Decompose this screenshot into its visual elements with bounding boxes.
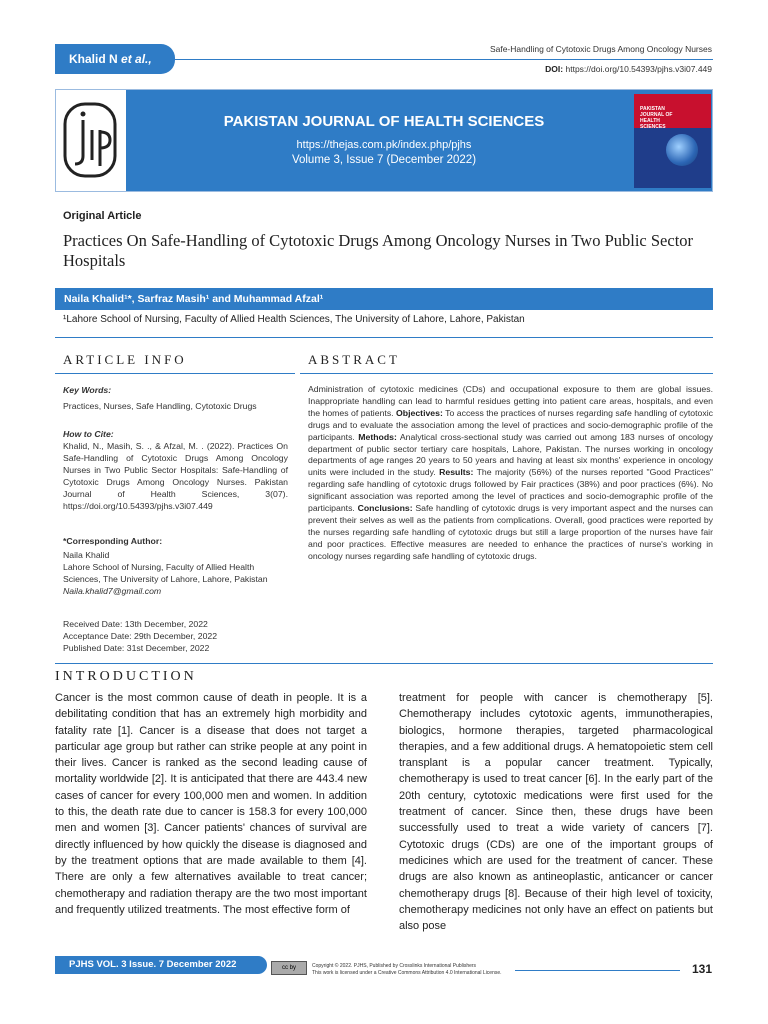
- received-date: Received Date: 13th December, 2022: [63, 619, 208, 629]
- author-running-head: [55, 44, 175, 74]
- running-title: Safe-Handling of Cytotoxic Drugs Among Oncology Nurses: [489, 44, 712, 54]
- article-info-heading: ARTICLE INFO: [63, 352, 187, 367]
- published-date: Published Date: 31st December, 2022: [63, 643, 210, 653]
- abstract-heading: ABSTRACT: [308, 352, 400, 367]
- cover-title: PAKISTAN JOURNAL OF HEALTH SCIENCES: [640, 106, 673, 130]
- results-text: The majority (56%) of the nurses reported "Good Practices" regarding safe handling of cytotoxic drugs followed by Fair practices (38%) and poor practices (6%). No significant association was reported among the level of practices and socio-demographic profile of the participants.: [308, 467, 714, 514]
- article-type: Original Article: [63, 210, 142, 222]
- corr-email[interactable]: Naila.khalid7@gmail.com: [63, 586, 162, 596]
- et-al: et al.,: [121, 52, 152, 66]
- page-number: 131: [692, 962, 713, 976]
- citation-block: [63, 428, 288, 512]
- introduction-heading: INTRODUCTION: [55, 669, 197, 684]
- corresponding-author-block: [63, 535, 288, 597]
- corr-affiliation: Lahore School of Nursing, Faculty of Allied Health Sciences, The University of Lahore, Lahore, Pakistan: [63, 562, 268, 584]
- corr-label: *Corresponding Author:: [63, 536, 163, 546]
- header-doi: [545, 64, 712, 74]
- authors-bar: Naila Khalid¹*, Sarfraz Masih¹ and Muhammad Afzal¹: [55, 288, 713, 310]
- author-name: Khalid N: [69, 52, 118, 66]
- keywords-block: [63, 384, 288, 412]
- globe-icon: [666, 134, 698, 166]
- abstract-body: [308, 384, 713, 563]
- footer-issue-tab: PJHS VOL. 3 Issue. 7 December 2022: [55, 956, 267, 974]
- abstract-intro: Administration of cytotoxic medicines (CDs) and occupational exposure to them are global issues. Inappropriate handling can lead to harmful residues getting into patient care areas, hospitals, and even the homes of patients.: [308, 384, 713, 418]
- methods-text: Analytical cross-sectional study was carried out among 183 nurses of oncology department of public sector tertiary care hospitals, Lahore, Pakistan. The nurses working in oncology departments of age ranges 20 years to 50 years and having at least six months' experience in oncology units were included in the study.: [308, 431, 713, 478]
- keywords-label: Key Words:: [63, 385, 112, 395]
- accepted-date: Acceptance Date: 29th December, 2022: [63, 631, 218, 641]
- methods-label: Methods:: [358, 431, 397, 442]
- keywords-value: Practices, Nurses, Safe Handling, Cytotoxic Drugs: [63, 401, 257, 411]
- intro-left-column: Cancer is the most common cause of death in people. It is a debilitating condition that has an extremely high morbidity and fatality rate [1]. Cancer is a disease that does not target a particular age group but rather can strike people at any point in their lives. Cancer is ranked as the second leading cause of mortality worldwide [2]. It is anticipated that there are 443.4 new cases of cancer for every 100,000 men and women. In addition to this, the death rate due to cancer is 158.3 for every 100,000 men and women [3]. Cancer patients' chances of survival are directly influenced by how quickly the disease is diagnosed and by the treatment options that are made available to them [4]. There are only a few alternatives available to treat cancer; chemotherapy and radiation therapy are the two most important and frequently utilized treatments. The most effective form of: [55, 692, 367, 916]
- dates-block: [63, 618, 288, 654]
- journal-cover-image: [634, 94, 711, 188]
- conclusions-text: Safe handling of cytotoxic drugs is very important aspect and the nurses can prevent their selves as well as the patients from complications. Overall, good practices were reported by the nurses regarding safe handling of cytotoxic drugs but still a large proportion of the nurses have fair and poor practices. Effective measures are needed to enhance the practices of nurse's working in oncology nurses regarding safe handling of cytotoxic drugs.: [308, 503, 713, 561]
- doi-link[interactable]: https://doi.org/10.54393/pjhs.v3i07.449: [565, 64, 712, 74]
- doi-label: DOI:: [545, 64, 564, 74]
- results-label: Results:: [439, 467, 474, 478]
- journal-volume: Volume 3, Issue 7 (December 2022): [291, 154, 477, 166]
- cc-license-icon[interactable]: cc by: [271, 961, 307, 975]
- journal-name: PAKISTAN JOURNAL OF HEALTH SCIENCES: [223, 113, 545, 130]
- article-info-rule: [55, 373, 295, 374]
- journal-url[interactable]: https://thejas.com.pk/index.php/pjhs: [296, 139, 472, 151]
- license-text[interactable]: This work is licensed under a Creative Commons Attribution 4.0 International License.: [312, 970, 502, 976]
- objectives-label: Objectives:: [396, 407, 443, 418]
- header-rule: [175, 59, 713, 60]
- footer-rule: [515, 970, 680, 971]
- abstract-rule: [300, 373, 713, 374]
- corr-name: Naila Khalid: [63, 550, 110, 560]
- objectives-text: To access the practices of nurses regarding safe handling of cytotoxic drugs and to evaluate the association among the level of practices and socio-demographic profile of the participants.: [308, 407, 713, 442]
- conclusions-label: Conclusions:: [357, 503, 413, 514]
- journal-banner: [55, 89, 713, 192]
- copyright-text: Copyright © 2022. PJHS, Published by Crosslinks International Publishers: [312, 963, 477, 969]
- article-title: Practices On Safe-Handling of Cytotoxic Drugs Among Oncology Nurses in Two Public Sector Hospitals: [63, 231, 694, 270]
- cite-label: How to Cite:: [63, 429, 114, 439]
- intro-right-column: treatment for people with cancer is chemotherapy [5]. Chemotherapy includes cytotoxic agents, immunotherapies, biologics, hormone therapies, targeted pharmacological therapies, and a few additional drugs. A hematopoietic stem cell transplant is a popular cancer treatment. Typically, chemotherapy is used to treat cancer [6]. In the early part of the 20th century, cytotoxic medications were first used for the treatment of cancer. Since then, these drugs have been successfully used to treat a wide variety of cancers [7]. Cytotoxic drugs (CDs) are one of the important groups of medicines which are used for the treatment of cancer. These drugs are also known as antineoplastic, anticancer or cancer chemotherapy drugs [8]. Because of their high level of toxicity, chemotherapy medicines not only have an effect on patients but also pose: [399, 692, 713, 933]
- section-divider: [55, 337, 713, 338]
- footer-copyright: [312, 963, 502, 977]
- section-divider-2: [55, 663, 713, 664]
- author-affiliation: ¹Lahore School of Nursing, Faculty of Allied Health Sciences, The University of Lahore, Lahore, Pakistan: [63, 314, 525, 325]
- cite-value: Khalid, N., Masih, S. ., & Afzal, M. . (2022). Practices On Safe-Handling of Cytotoxic Drugs Among Oncology Nurses in Two Public Sector Hospitals: Safe-Handling of Cytotoxic Drugs Among Oncology Nurses. Pakistan Journal of Health Sciences, 3(07). https://doi.org/10.54393/pjhs.v3i07.449: [63, 441, 288, 511]
